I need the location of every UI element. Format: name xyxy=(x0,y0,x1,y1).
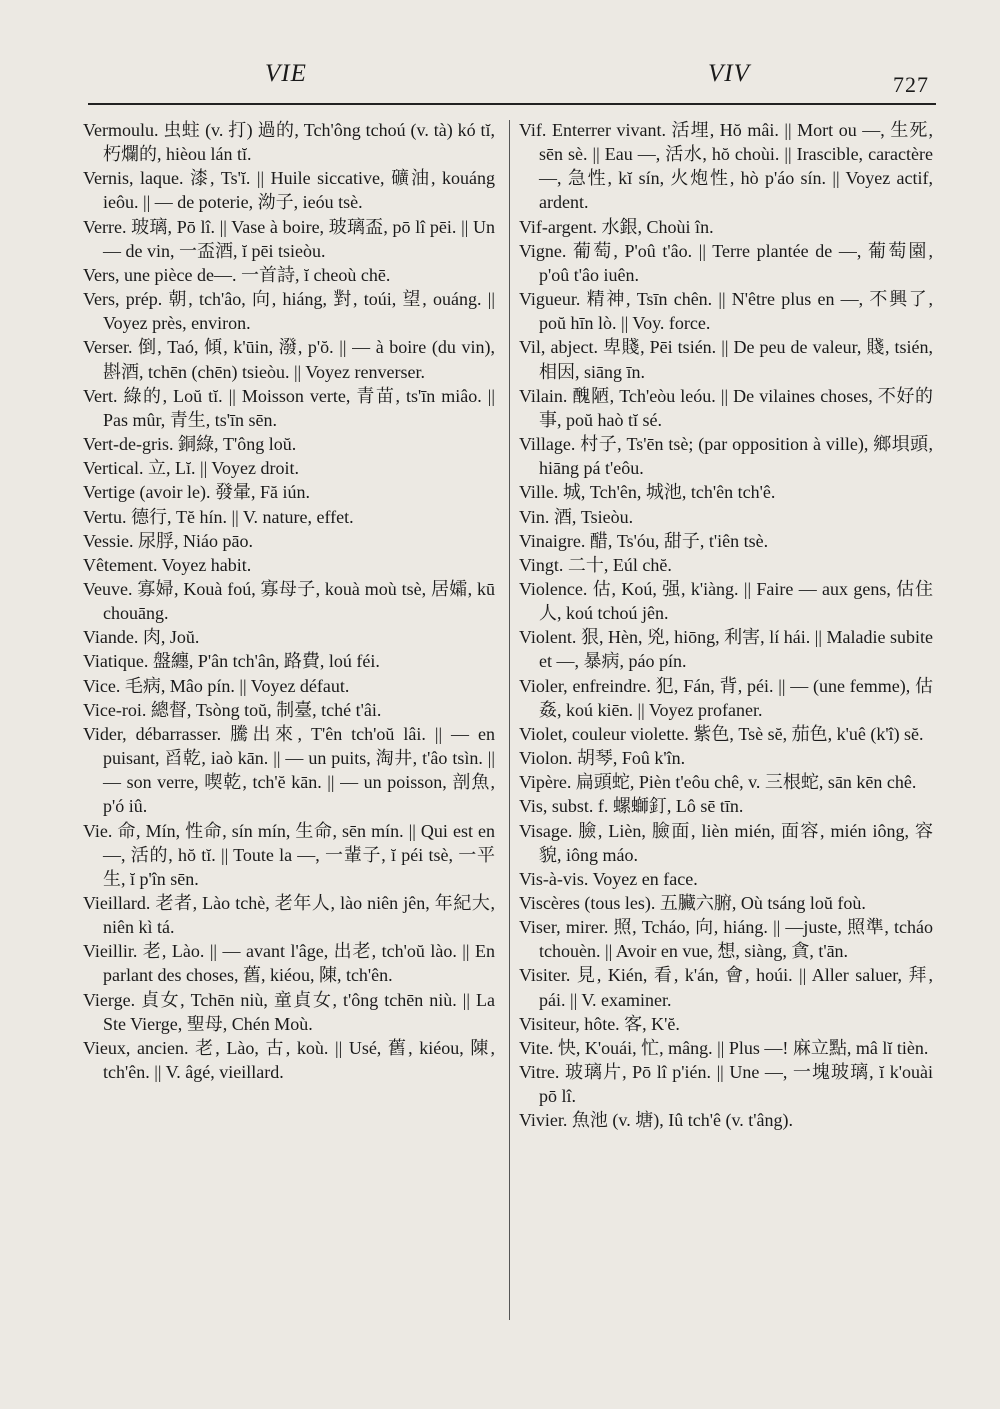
dictionary-entry: Visage. 臉, Lièn, 臉面, lièn mién, 面容, mién iông, 容貌, iông máo. xyxy=(519,820,933,865)
dictionary-entry: Vieux, ancien. 老, Lào, 古, koù. || Usé, 舊, kiéou, 陳, tch'ên. || V. âgé, vieillard. xyxy=(83,1037,495,1083)
dictionary-entry: Vertical. 立, Lĭ. || Voyez droit. xyxy=(83,458,299,479)
header-rule xyxy=(88,103,936,105)
left-column xyxy=(83,118,495,1084)
dictionary-entry: Vert. 綠的, Loŭ tĭ. || Moisson verte, 青苗, ts'īn miâo. || Pas mûr, 青生, ts'īn sēn. xyxy=(83,385,495,430)
running-head-center: VIV xyxy=(708,60,750,87)
dictionary-entry: Violer, enfreindre. 犯, Fán, 背, péi. || — (une femme), 估姦, koú kiēn. || Voyez profaner. xyxy=(519,675,933,720)
dictionary-entry: Visiter. 見, Kién, 看, k'án, 會, hoúi. || Aller saluer, 拜, pái. || V. examiner. xyxy=(519,965,933,1010)
dictionary-entry: Violet, couleur violette. 紫色, Tsè sĕ, 茄色, k'uê (k'î) sĕ. xyxy=(519,723,924,744)
dictionary-entry: Vil, abject. 卑賤, Pēi tsién. || De peu de valeur, 賤, tsién, 相因, siāng īn. xyxy=(519,337,933,382)
dictionary-entry: Vite. 快, K'ouái, 忙, mâng. || Plus —! 麻立點, mâ lĭ tièn. xyxy=(519,1037,929,1058)
dictionary-entry: Vider, débarrasser. 騰出來, T'ên tch'oŭ lâi. || — en puisant, 舀乾, iaò kān. || — un puits, 淘井, t'âo tsìn. || — son verre, 喫乾, tch'ĕ kān. || — un poisson, 剖魚, p'ó iû. xyxy=(83,723,495,817)
dictionary-entry: Vif-argent. 水銀, Choùi în. xyxy=(519,216,714,237)
dictionary-entry: Violent. 狠, Hèn, 兇, hiōng, 利害, lí hái. || Maladie subite et —, 暴病, páo pín. xyxy=(519,627,933,672)
page-number: 727 xyxy=(893,72,929,97)
dictionary-entry: Vigne. 葡萄, P'oû t'âo. || Terre plantée de —, 葡萄園, p'oû t'âo iuên. xyxy=(519,240,933,285)
dictionary-entry: Viser, mirer. 照, Tcháo, 向, hiáng. || —juste, 照準, tcháo tchouèn. || Avoir en vue, 想, siàng, 貪, t'ān. xyxy=(519,917,933,962)
dictionary-entry: Vie. 命, Mín, 性命, sín mín, 生命, sēn mín. || Qui est en —, 活的, hŏ tĭ. || Toute la —, 一輩子, ĭ péi tsè, 一平生, ĭ p'în sēn. xyxy=(83,820,495,889)
dictionary-entry: Vertige (avoir le). 發暈, Fă iún. xyxy=(83,482,310,503)
dictionary-entry: Vessie. 尿脬, Niáo pāo. xyxy=(83,530,253,551)
dictionary-entry: Vis-à-vis. Voyez en face. xyxy=(519,868,698,889)
dictionary-entry: Vernis, laque. 漆, Ts'ĭ. || Huile siccative, 礦油, kouáng ieôu. || — de poterie, 泑子, ieóu tsè. xyxy=(83,168,495,213)
dictionary-entry: Verre. 玻璃, Pō lî. || Vase à boire, 玻璃盃, pō lî pēi. || Un — de vin, 一盃酒, ĭ pēi tsieòu. xyxy=(83,216,495,261)
dictionary-entry: Vis, subst. f. 螺螄釘, Lô sē tīn. xyxy=(519,796,744,817)
dictionary-entry: Vert-de-gris. 銅綠, T'ông loŭ. xyxy=(83,434,297,455)
dictionary-entry: Vipère. 扁頭蛇, Pièn t'eôu chê, v. 三根蛇, sān kēn chê. xyxy=(519,772,917,793)
dictionary-entry: Vice-roi. 總督, Tsòng toŭ, 制臺, tché t'âi. xyxy=(83,699,382,720)
dictionary-entry: Visiteur, hôte. 客, K'ĕ. xyxy=(519,1013,680,1034)
dictionary-entry: Veuve. 寡婦, Kouà foú, 寡母子, kouà moù tsè, 居孀, kū chouāng. xyxy=(83,578,495,624)
dictionary-entry: Violon. 胡琴, Foû k'în. xyxy=(519,748,686,769)
dictionary-entry: Viande. 肉, Joŭ. xyxy=(83,627,200,648)
dictionary-entry: Vice. 毛病, Mâo pín. || Voyez défaut. xyxy=(83,675,350,696)
dictionary-entry: Vinaigre. 醋, Ts'óu, 甜子, t'iên tsè. xyxy=(519,530,769,551)
dictionary-entry: Vigueur. 精神, Tsīn chên. || N'être plus en —, 不興了, poŭ hīn lò. || Voy. force. xyxy=(519,289,933,334)
dictionary-entry: Vierge. 貞女, Tchēn niù, 童貞女, t'ông tchēn niù. || La Ste Vierge, 聖母, Chén Moù. xyxy=(83,989,495,1034)
dictionary-entry: Vilain. 醜陋, Tch'eòu leóu. || De vilaines choses, 不好的事, poŭ haò tĭ sé. xyxy=(519,385,933,430)
dictionary-entry: Vertu. 德行, Tĕ hín. || V. nature, effet. xyxy=(83,506,354,527)
dictionary-entry: Vêtement. Voyez habit. xyxy=(83,554,252,575)
dictionary-entry: Vitre. 玻璃片, Pō lî p'ién. || Une —, 一塊玻璃, ĭ k'ouài pō lî. xyxy=(519,1062,933,1107)
dictionary-entry: Vif. Enterrer vivant. 活埋, Hŏ mâi. || Mort ou —, 生死, sēn sè. || Eau —, 活水, hŏ choùi. || Irascible, caractère —, 急性, kĭ sín, 火炮性, hò p'áo sín. || Voyez actif, ardent. xyxy=(519,120,933,213)
dictionary-entry: Vingt. 二十, Eúl chĕ. xyxy=(519,554,672,575)
dictionary-entry: Vieillard. 老者, Lào tchè, 老年人, lào niên jên, 年紀大, niên kì tá. xyxy=(83,893,495,938)
dictionary-entry: Vin. 酒, Tsieòu. xyxy=(519,506,634,527)
dictionary-entry: Vivier. 魚池 (v. 塘), Iû tch'ê (v. t'âng). xyxy=(519,1110,793,1131)
dictionary-entry: Violence. 估, Koú, 强, k'iàng. || Faire — aux gens, 估住人, koú tchoú jên. xyxy=(519,578,933,624)
dictionary-entry: Viatique. 盤纏, P'ân tch'ân, 路費, loú féi. xyxy=(83,651,380,672)
dictionary-entry: Viscères (tous les). 五臟六腑, Où tsáng loŭ foù. xyxy=(519,893,866,913)
dictionary-entry: Verser. 倒, Taó, 傾, k'ūin, 潑, p'ŏ. || — à boire (du vin), 斟酒, tchēn (chēn) tsieòu. || Voyez renverser. xyxy=(83,337,495,382)
dictionary-entry: Ville. 城, Tch'ên, 城池, tch'ên tch'ê. xyxy=(519,482,776,503)
dictionary-entry: Vermoulu. 虫蛀 (v. 打) 過的, Tch'ông tchoú (v. tà) kó tĭ, 朽爛的, hièou lán tĭ. xyxy=(83,120,495,165)
dictionary-entry: Village. 村子, Ts'ēn tsè; (par opposition à ville), 鄉垻頭, hiāng pá t'eôu. xyxy=(519,434,933,479)
dictionary-entry: Vers, une pièce de—. 一首詩, ĭ cheoù chē. xyxy=(83,264,391,285)
running-head-left: VIE xyxy=(265,60,307,87)
dictionary-entry: Vieillir. 老, Lào. || — avant l'âge, 出老, tch'oŭ lào. || En parlant des choses, 舊, kiéou, 陳, tch'ên. xyxy=(83,941,495,986)
dictionary-entry: Vers, prép. 朝, tch'âo, 向, hiáng, 對, toúi, 望, ouáng. || Voyez près, environ. xyxy=(83,289,495,334)
column-divider xyxy=(509,120,510,1320)
right-column xyxy=(519,118,933,1133)
